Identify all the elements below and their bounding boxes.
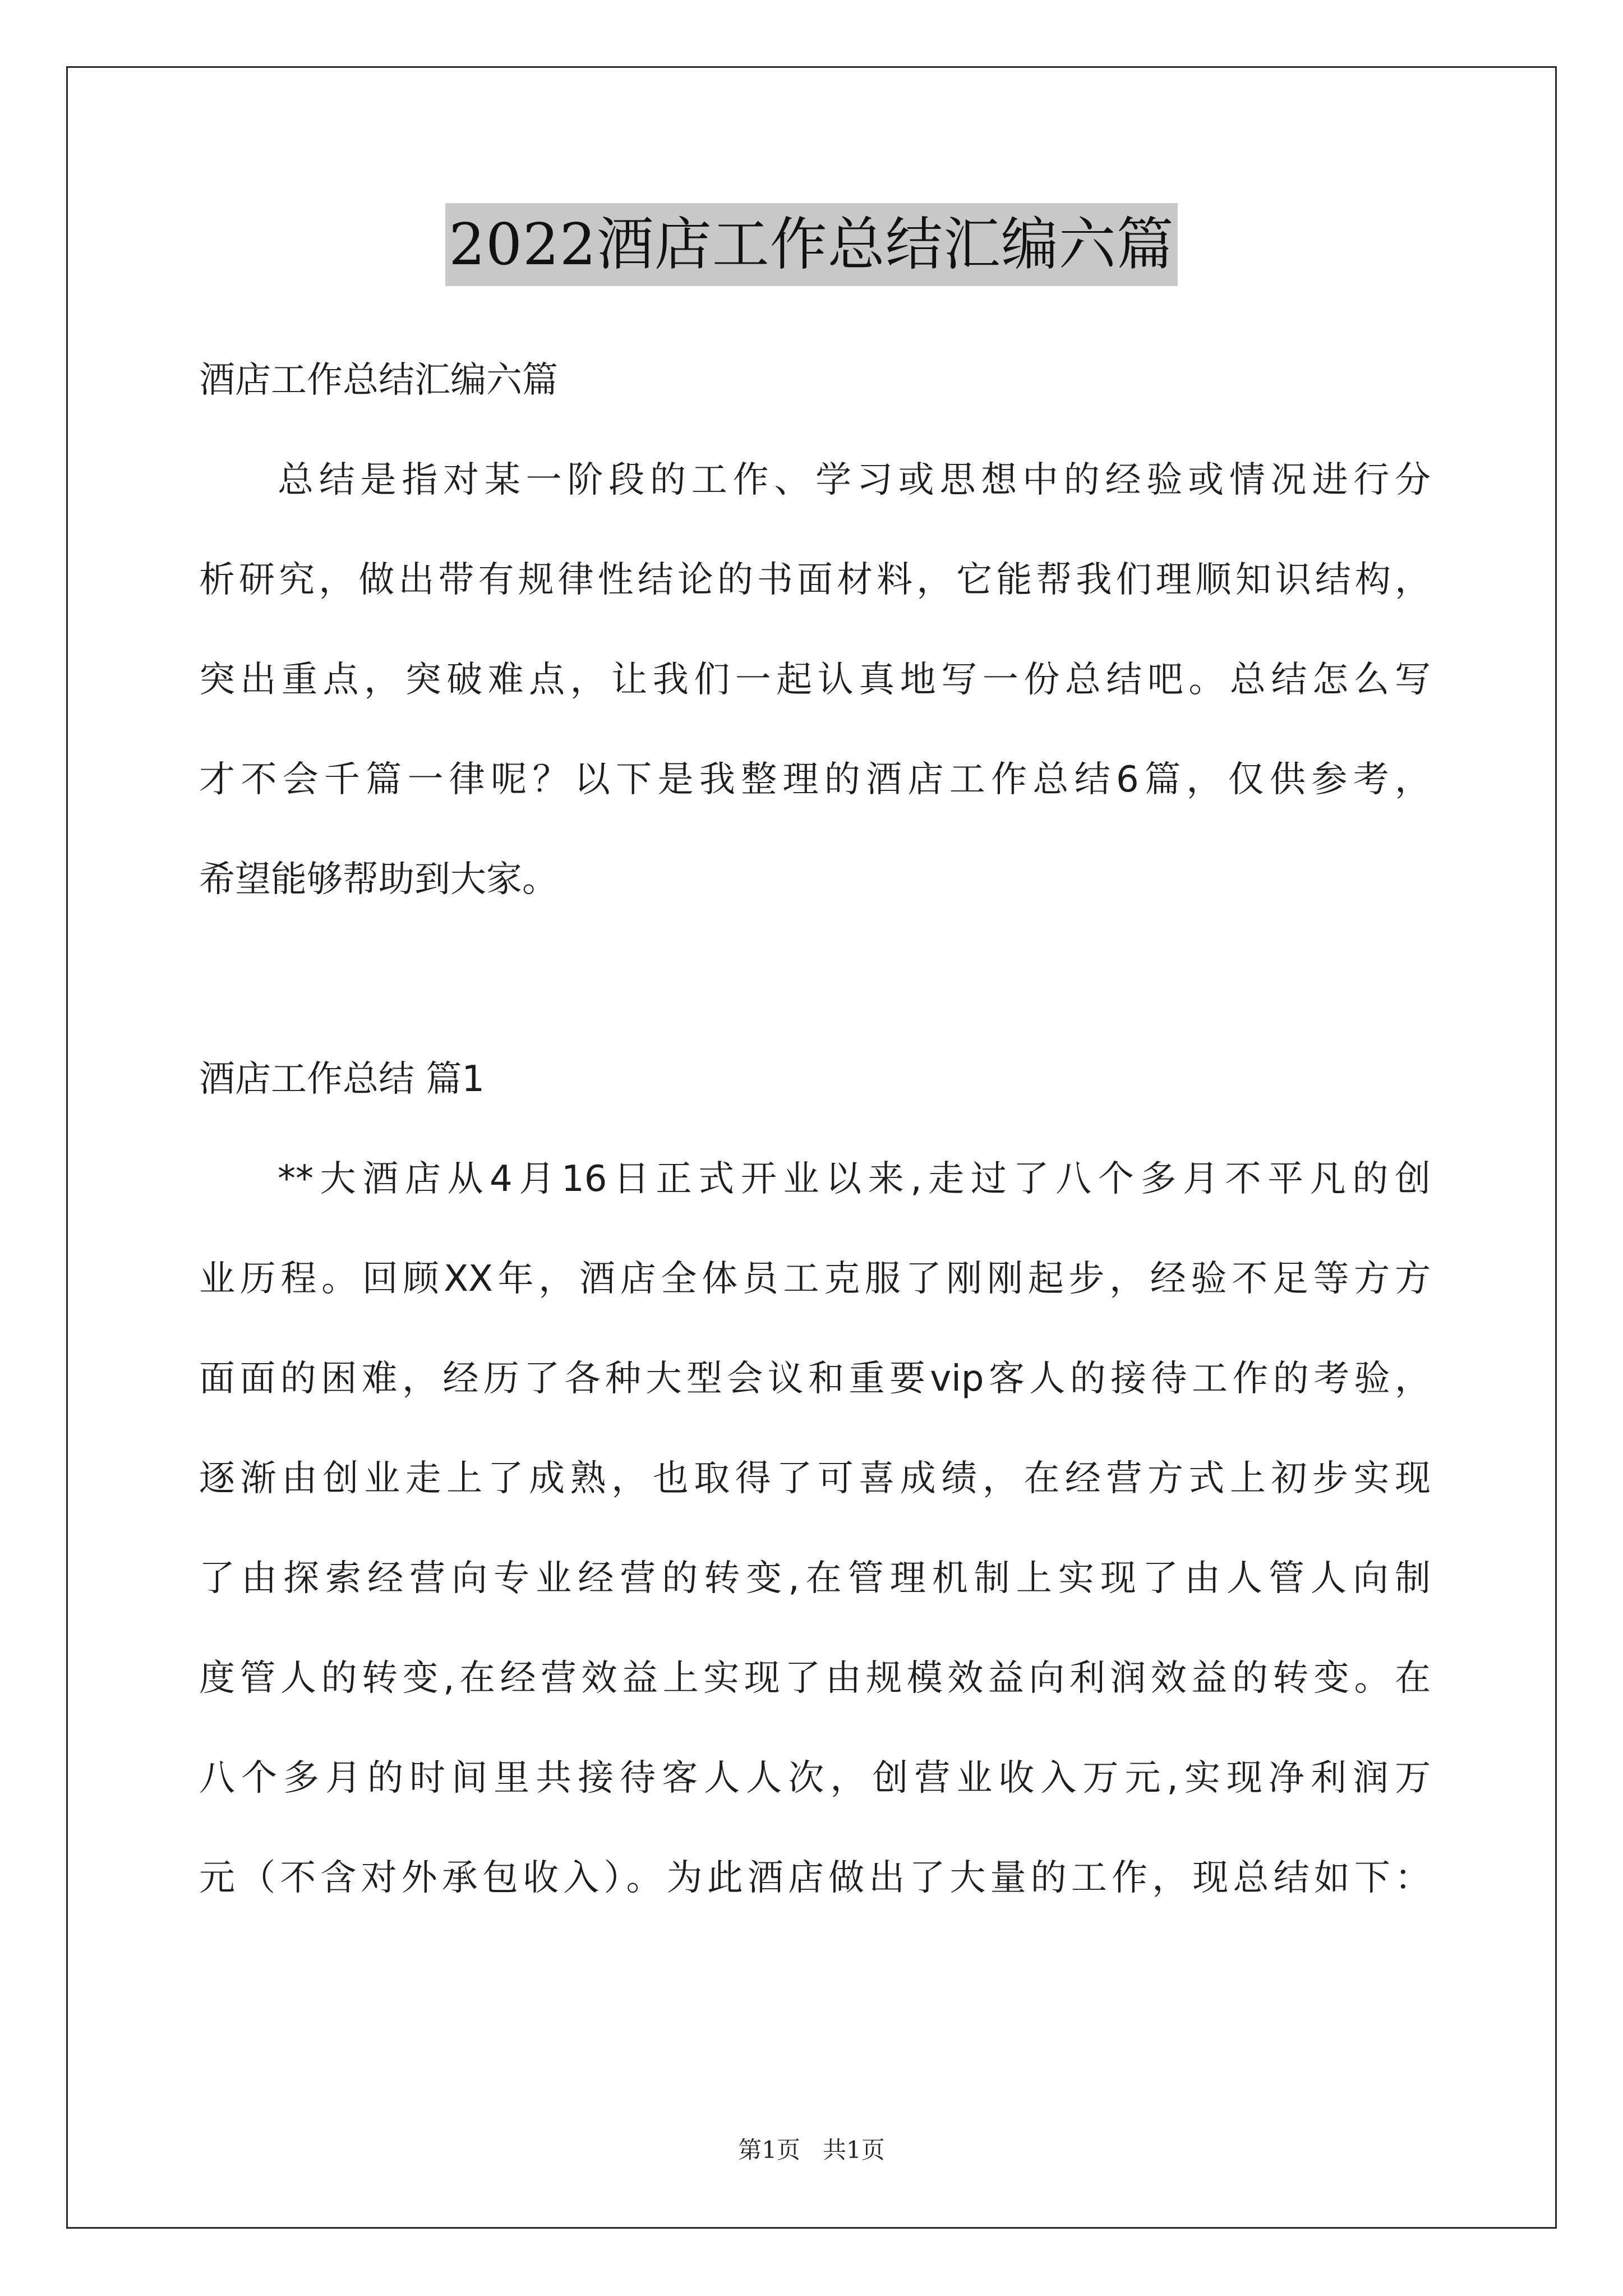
section-line: 度管人的转变,在经营效益上实现了由规模效益向利润效益的转变。在 (199, 1658, 1431, 1699)
page-footer (0, 2132, 1623, 2165)
intro-line: 析研究，做出带有规律性结论的书面材料，它能帮我们理顺知识结构， (199, 559, 1431, 601)
intro-line: 才不会千篇一律呢？以下是我整理的酒店工作总结6篇，仅供参考， (199, 759, 1431, 800)
document-title: 2022酒店工作总结汇编六篇 (445, 203, 1178, 286)
intro-line: 突出重点，突破难点，让我们一起认真地写一份总结吧。总结怎么写 (199, 659, 1431, 701)
section-line: 八个多月的时间里共接待客人人次，创营业收入万元,实现净利润万 (199, 1757, 1431, 1799)
section-line: 了由探索经营向专业经营的转变,在管理机制上实现了由人管人向制 (199, 1558, 1431, 1599)
section-heading: 酒店工作总结 篇1 (199, 1059, 485, 1100)
section-line: 业历程。回顾XX年，酒店全体员工克服了刚刚起步，经验不足等方方 (199, 1258, 1431, 1300)
intro-line: 希望能够帮助到大家。 (199, 859, 558, 900)
paragraph-gap (199, 935, 1431, 1034)
document-body (199, 335, 1431, 1933)
section-line: 逐渐由创业走上了成熟，也取得了可喜成绩，在经营方式上初步实现 (199, 1458, 1431, 1499)
page-number: 第1页 共1页 (738, 2136, 885, 2164)
intro-line: 总结是指对某一阶段的工作、学习或思想中的经验或情况进行分 (278, 459, 1431, 501)
document-heading: 酒店工作总结汇编六篇 (199, 360, 558, 401)
section-line: **大酒店从4月16日正式开业以来,走过了八个多月不平凡的创 (278, 1158, 1431, 1200)
title-container (0, 203, 1623, 286)
section-line: 元（不含对外承包收入）。为此酒店做出了大量的工作，现总结如下： (199, 1857, 1431, 1899)
section-line: 面面的困难，经历了各种大型会议和重要vip客人的接待工作的考验， (199, 1358, 1431, 1400)
